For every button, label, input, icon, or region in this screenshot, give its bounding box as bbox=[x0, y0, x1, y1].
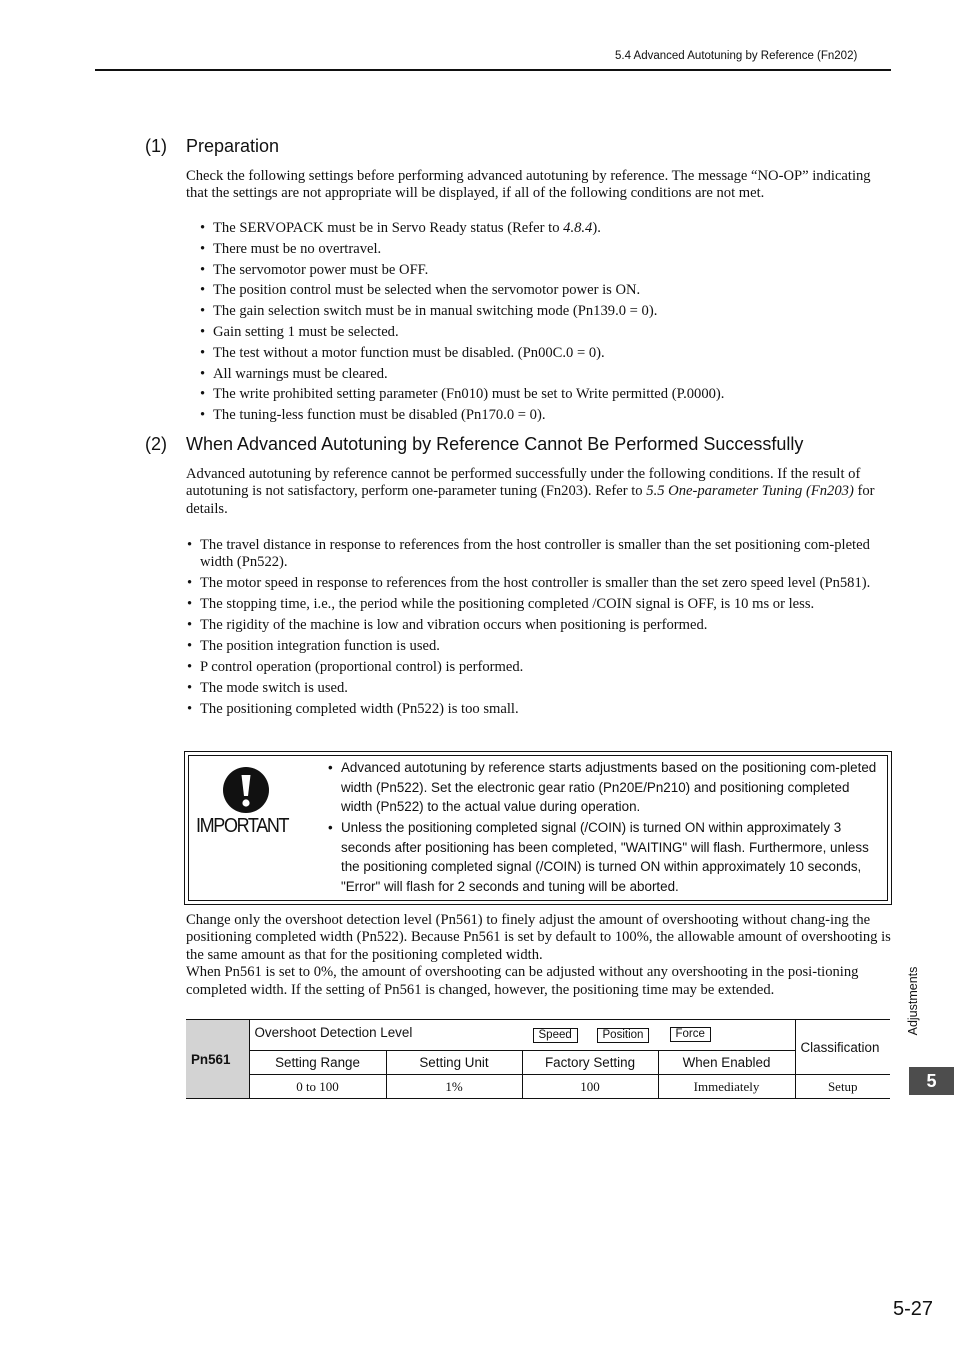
parameter-id: Pn561 bbox=[186, 1020, 249, 1099]
list-item: • The motor speed in response to references from the host controller is smaller than the set zero speed level (Pn581). bbox=[187, 575, 892, 592]
classification-value: Setup bbox=[795, 1075, 890, 1099]
chapter-side-label: Adjustments bbox=[906, 966, 920, 1036]
section-1-title: Preparation bbox=[186, 136, 280, 156]
section-2-bullet-list bbox=[187, 537, 892, 722]
list-item: • The gain selection switch must be in manual switching mode (Pn139.0 = 0). bbox=[200, 301, 890, 322]
list-item: • The travel distance in response to references from the host controller is smaller than the set positioning com-pleted width (Pn522). bbox=[187, 537, 892, 572]
section-1-heading bbox=[145, 136, 279, 157]
overshoot-paragraph bbox=[186, 912, 891, 999]
section-2-heading bbox=[145, 434, 803, 455]
list-item: • There must be no overtravel. bbox=[200, 239, 890, 260]
list-item: • The write prohibited setting parameter (Fn010) must be set to Write permitted (P.0000). bbox=[200, 384, 890, 405]
list-item: • The stopping time, i.e., the period while the positioning completed /COIN signal is OFF, is 10 ms or less. bbox=[187, 596, 892, 613]
important-label: IMPORTANT bbox=[196, 815, 289, 837]
running-header: 5.4 Advanced Autotuning by Reference (Fn202) bbox=[615, 50, 858, 62]
cross-reference-link[interactable]: 4.8.4 bbox=[563, 220, 593, 236]
list-item: • The tuning-less function must be disabled (Pn170.0 = 0). bbox=[200, 405, 890, 426]
list-item: • All warnings must be cleared. bbox=[200, 364, 890, 385]
section-2-intro: Advanced autotuning by reference cannot be performed successfully under the following conditions. If the result of autotuning is not satisfactory, perform one-parameter tuning (Fn203). Refer to 5.5 One-parameter Tuning (Fn203) for details. bbox=[186, 466, 875, 517]
list-item: • The test without a motor function must be disabled. (Pn00C.0 = 0). bbox=[200, 343, 890, 364]
section-2-title: When Advanced Autotuning by Reference Cannot Be Performed Successfully bbox=[186, 434, 804, 454]
setting-unit-value: 1% bbox=[386, 1075, 522, 1099]
factory-setting-header: Factory Setting bbox=[522, 1051, 658, 1075]
parameter-name: Overshoot Detection Level bbox=[254, 1025, 413, 1040]
list-item: • The mode switch is used. bbox=[187, 680, 892, 697]
setting-unit-header: Setting Unit bbox=[386, 1051, 522, 1075]
setting-range-value: 0 to 100 bbox=[249, 1075, 386, 1099]
parameter-table bbox=[186, 1019, 890, 1099]
cross-reference-link[interactable]: 5.5 One-parameter Tuning (Fn203) bbox=[646, 483, 854, 500]
list-item: • Advanced autotuning by reference starts adjustments based on the positioning com-pleted width (Pn522). Set the electronic gear ratio (Pn20E/Pn210) and positioning completed width (Pn522) to the actual value during operation. bbox=[328, 758, 883, 817]
important-notice-list bbox=[328, 758, 883, 898]
page-number: 5-27 bbox=[893, 1298, 934, 1320]
when-enabled-value: Immediately bbox=[658, 1075, 795, 1099]
list-item: • The SERVOPACK must be in Servo Ready status (Refer to 4.8.4). bbox=[200, 218, 890, 239]
setting-range-header: Setting Range bbox=[249, 1051, 386, 1075]
when-enabled-header: When Enabled bbox=[658, 1051, 795, 1075]
classification-header: Classification bbox=[795, 1020, 890, 1075]
force-tag: Force bbox=[670, 1027, 711, 1042]
paragraph: When Pn561 is set to 0%, the amount of overshooting can be adjusted without any overshooting in the posi-tioning completed width. If the setting of Pn561 is changed, however, the positioning time may be extended. bbox=[186, 964, 859, 998]
list-item: • Gain setting 1 must be selected. bbox=[200, 322, 890, 343]
section-1-intro: Check the following settings before performing advanced autotuning by reference. The message “NO-OP” indicating that the settings are not appropriate will be displayed, if all of the following conditions are not met. bbox=[186, 168, 871, 202]
header-rule bbox=[95, 69, 891, 71]
factory-setting-value: 100 bbox=[522, 1075, 658, 1099]
list-item: • The position integration function is used. bbox=[187, 638, 892, 655]
list-item: • The servomotor power must be OFF. bbox=[200, 260, 890, 281]
chapter-number-tab: 5 bbox=[909, 1067, 954, 1095]
exclamation-circle-icon bbox=[222, 766, 270, 814]
list-item: • Unless the positioning completed signal (/COIN) is turned ON within approximately 3 seconds after positioning has been completed, "WAITING" will flash. Furthermore, unless the positioning completed signal (/COIN) is turned ON within approximately 10 seconds, "Error" will flash for 2 seconds and tuning will be aborted. bbox=[328, 818, 883, 896]
list-item: • The rigidity of the machine is low and vibration occurs when positioning is performed. bbox=[187, 617, 892, 634]
paragraph: Change only the overshoot detection level (Pn561) to finely adjust the amount of overshooting without chang-ing the positioning completed width (Pn522). Because Pn561 is set by default to 100%, the allowable amount of overshooting is the same amount as that for the positioning completed width. bbox=[186, 912, 891, 963]
list-item: • P control operation (proportional control) is performed. bbox=[187, 659, 892, 676]
list-item: • The position control must be selected when the servomotor power is ON. bbox=[200, 280, 890, 301]
list-item: • The positioning completed width (Pn522) is too small. bbox=[187, 701, 892, 718]
section-1-number: (1) bbox=[145, 136, 167, 156]
speed-tag: Speed bbox=[533, 1028, 578, 1043]
position-tag: Position bbox=[597, 1028, 650, 1043]
parameter-name-cell bbox=[249, 1020, 795, 1051]
section-2-number: (2) bbox=[145, 434, 167, 454]
section-1-bullet-list bbox=[200, 218, 890, 426]
